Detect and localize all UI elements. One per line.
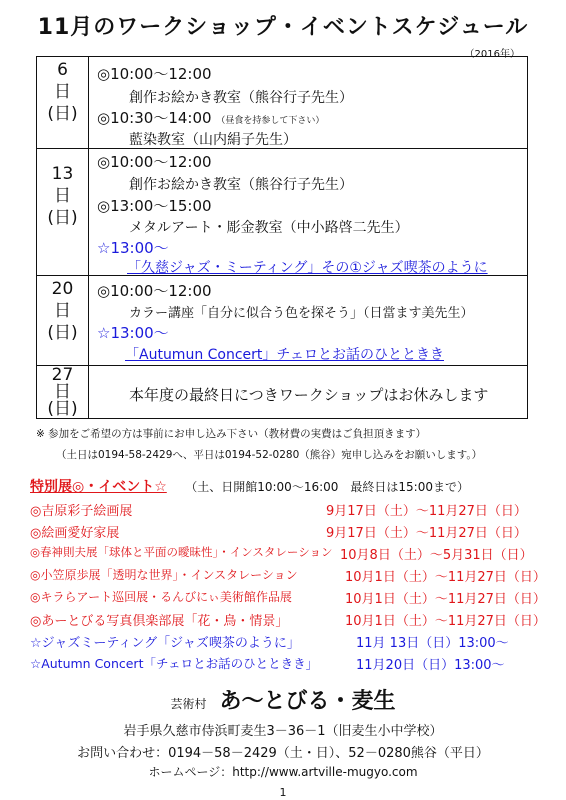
schedule-time-row <box>97 107 324 128</box>
schedule-table <box>36 56 528 419</box>
page-number: 1 <box>279 786 287 799</box>
date-day-label: 日 <box>54 186 71 206</box>
schedule-row-6 <box>37 57 527 149</box>
date-cell <box>37 149 89 275</box>
year-label: （2016年） <box>464 49 520 60</box>
event-dates: 11月 13日（日）13:00～ <box>356 636 509 651</box>
date-weekday: (日) <box>47 104 78 124</box>
contact-line: お問い合わせ：0194－58－2429（土・日）、52－0280熊谷（平日） <box>77 746 489 761</box>
events-header <box>30 476 469 496</box>
schedule-desc: 「久慈ジャズ・ミーティング」その①ジャズ喫茶のように <box>127 260 488 276</box>
brand-subtitle: 芸術村 <box>170 697 207 711</box>
event-dates: 10月1日（土）～11月27日（日） <box>345 592 546 607</box>
date-weekday: (日) <box>47 399 78 419</box>
schedule-desc: 「Autumun Concert」チェロとお話のひとときき <box>125 347 444 363</box>
schedule-closed-note: 本年度の最終日につきワークショップはお休みします <box>129 386 489 404</box>
date-day-label: 日 <box>54 82 71 102</box>
date-weekday: (日) <box>47 208 78 228</box>
schedule-desc: 藍染教室（山内絹子先生） <box>129 132 297 148</box>
schedule-time: ☆13:00～ <box>97 324 169 342</box>
date-cell <box>37 276 89 365</box>
date-cell <box>37 366 89 418</box>
date-weekday: (日) <box>47 323 78 343</box>
date-number: 13 <box>51 164 74 184</box>
schedule-time: ◎10:00～12:00 <box>97 153 212 171</box>
event-name: ☆Autumn Concert「チェロとお話のひとときき」 <box>30 656 319 671</box>
event-name: ◎春神則夫展「球体と平面の曖昧性」・インスタレーション <box>30 545 333 559</box>
brand-block <box>0 684 566 715</box>
schedule-time: ◎13:00～15:00 <box>97 197 212 215</box>
event-dates: 11月20日（日）13:00～ <box>356 658 505 673</box>
schedule-row-13 <box>37 149 527 276</box>
events-title: 特別展◎・イベント☆ <box>30 479 167 495</box>
date-number: 6 <box>57 60 68 80</box>
schedule-time: ☆13:00～ <box>97 239 169 257</box>
schedule-time: ◎10:00～12:00 <box>97 65 212 83</box>
event-name: ☆ジャズミーティング「ジャズ喫茶のように」 <box>30 636 300 651</box>
events-hours: （土、日開館10:00～16:00 最終日は15:00まで） <box>185 480 469 494</box>
schedule-time: ◎10:00～12:00 <box>97 282 212 300</box>
schedule-desc: メタルアート・彫金教室（中小路啓二先生） <box>129 220 409 236</box>
notice-line: ※ 参加をご希望の方は事前にお申し込み下さい（教材費の実費はご負担頂きます） <box>36 428 427 440</box>
schedule-desc: カラー講座「自分に似合う色を探そう」（日當ます美先生） <box>129 306 474 321</box>
date-cell <box>37 57 89 148</box>
event-name: ◎吉原彩子絵画展 <box>30 504 133 519</box>
schedule-row-27 <box>37 366 527 418</box>
event-dates: 9月17日（土）～11月27日（日） <box>326 504 527 519</box>
notice-line: （土日は0194-58-2429へ、平日は0194-52-0280（熊谷）宛申し込みをお願いします。） <box>56 449 483 461</box>
schedule-time-note: （昼食を持参して下さい） <box>216 116 325 126</box>
event-dates: 10月1日（土）～11月27日（日） <box>345 570 546 585</box>
date-number: 20 <box>51 279 74 299</box>
event-name: ◎キラらアート巡回展・るんびにぃ美術館作品展 <box>30 590 292 604</box>
date-day-label: 日 <box>54 301 71 321</box>
page-title: 11月のワークショップ・イベントスケジュール <box>37 15 529 40</box>
date-day-label: 日 <box>54 382 71 402</box>
brand-name: あ～とびる・麦生 <box>219 689 396 714</box>
event-dates: 9月17日（土）～11月27日（日） <box>326 526 527 541</box>
schedule-time: ◎10:30～14:00 <box>97 109 212 127</box>
event-name: ◎絵画愛好家展 <box>30 526 120 541</box>
schedule-desc: 創作お絵かき教室（熊谷行子先生） <box>129 177 353 193</box>
event-dates: 10月8日（土）～5月31日（日） <box>340 548 533 563</box>
schedule-desc: 創作お絵かき教室（熊谷行子先生） <box>129 90 353 106</box>
schedule-row-20 <box>37 276 527 366</box>
homepage-line: ホームページ：http://www.artville-mugyo.com <box>148 765 418 779</box>
date-number: 27 <box>51 365 74 385</box>
address-line: 岩手県久慈市侍浜町麦生3－36－1（旧麦生小中学校） <box>123 724 443 739</box>
event-name: ◎小笠原歩展「透明な世界」・インスタレーション <box>30 568 298 582</box>
event-name: ◎あーとびる写真倶楽部展「花・鳥・情景」 <box>30 614 289 629</box>
event-dates: 10月1日（土）～11月27日（日） <box>345 614 546 629</box>
